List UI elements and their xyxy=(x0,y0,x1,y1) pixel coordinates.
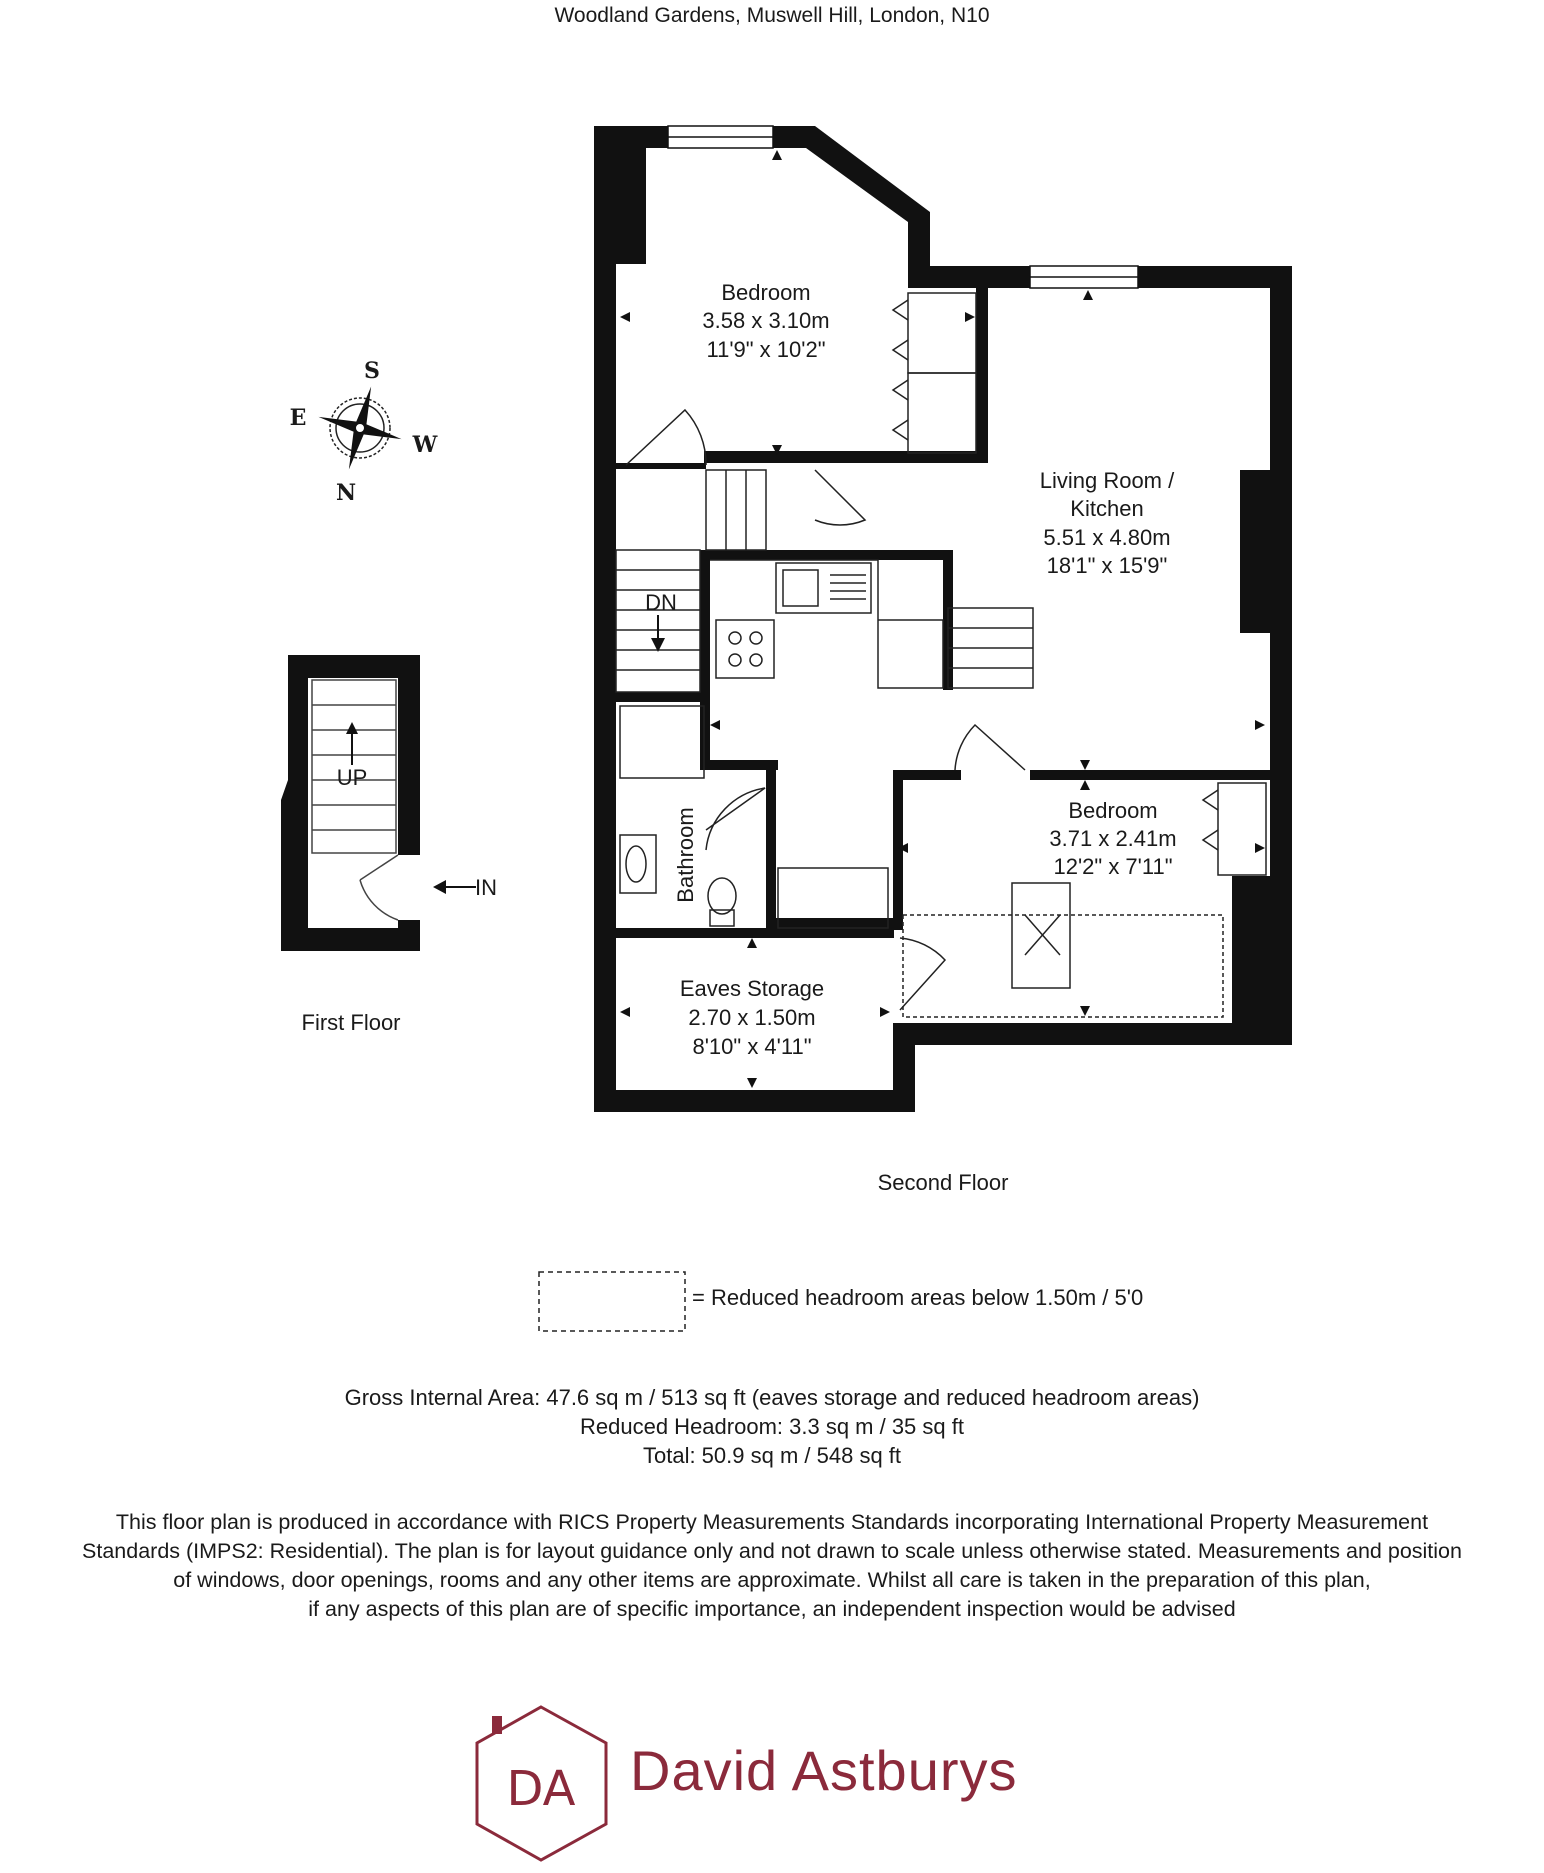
room-bedroom-2-name: Bedroom xyxy=(1068,798,1158,823)
compass-w: W xyxy=(412,432,438,458)
compass-e: E xyxy=(289,405,307,431)
room-living-metric: 5.51 x 4.80m xyxy=(1043,525,1171,550)
room-living-name-2: Kitchen xyxy=(1070,496,1144,521)
room-eaves-name: Eaves Storage xyxy=(679,976,825,1001)
first-floor-plan xyxy=(281,655,497,1035)
second-floor-label: Second Floor xyxy=(877,1170,1009,1195)
room-bedroom-2-metric: 3.71 x 2.41m xyxy=(1049,826,1177,851)
room-bedroom-1-metric: 3.58 x 3.10m xyxy=(702,308,830,333)
room-eaves-metric: 2.70 x 1.50m xyxy=(688,1005,816,1030)
brand-logo-mark: DA xyxy=(506,1761,576,1817)
brand-logo-icon xyxy=(477,1707,606,1860)
room-bedroom-2-imperial: 12'2" x 7'11" xyxy=(1053,854,1173,879)
disclaimer-line: Standards (IMPS2: Residential). The plan is for layout guidance only and not drawn to scale unless otherwise stated. Measurements and position xyxy=(82,1539,1462,1563)
first-floor-stairs-label: UP xyxy=(336,765,368,790)
room-eaves-imperial: 8'10" x 4'11" xyxy=(692,1034,812,1059)
compass-n: N xyxy=(335,480,357,506)
disclaimer xyxy=(0,1508,1544,1624)
second-floor-plan xyxy=(594,126,1292,1195)
room-bathroom-name: Bathroom xyxy=(673,807,698,903)
legend-text: = Reduced headroom areas below 1.50m / 5'0 xyxy=(692,1285,1144,1310)
disclaimer-line: of windows, door openings, rooms and any other items are approximate. Whilst all care is taken in the preparation of this plan, xyxy=(173,1568,1371,1592)
area-summary xyxy=(0,1383,1544,1470)
entrance-label: IN xyxy=(475,875,497,900)
total-area: Total: 50.9 sq m / 548 sq ft xyxy=(642,1443,902,1468)
room-bedroom-1-name: Bedroom xyxy=(721,280,811,305)
legend-swatch xyxy=(539,1272,685,1331)
room-bedroom-1-imperial: 11'9" x 10'2" xyxy=(706,337,826,362)
brand-name: David Astburys xyxy=(630,1739,1018,1802)
compass-s: S xyxy=(364,358,380,384)
room-living-name: Living Room / xyxy=(1039,468,1175,493)
page-title: Woodland Gardens, Muswell Hill, London, N10 xyxy=(554,4,990,27)
gross-area: Gross Internal Area: 47.6 sq m / 513 sq ft (eaves storage and reduced headroom areas) xyxy=(344,1385,1200,1410)
disclaimer-line: if any aspects of this plan are of specific importance, an independent inspection would be advised xyxy=(308,1597,1236,1621)
second-floor-stairs-label: DN xyxy=(645,590,677,615)
first-floor-label: First Floor xyxy=(301,1010,401,1035)
compass-icon xyxy=(290,358,438,506)
disclaimer-line: This floor plan is produced in accordance with RICS Property Measurements Standards incorporating International Property Measurement xyxy=(115,1510,1429,1534)
room-living-imperial: 18'1" x 15'9" xyxy=(1046,553,1168,578)
reduced-area: Reduced Headroom: 3.3 sq m / 35 sq ft xyxy=(580,1414,964,1439)
